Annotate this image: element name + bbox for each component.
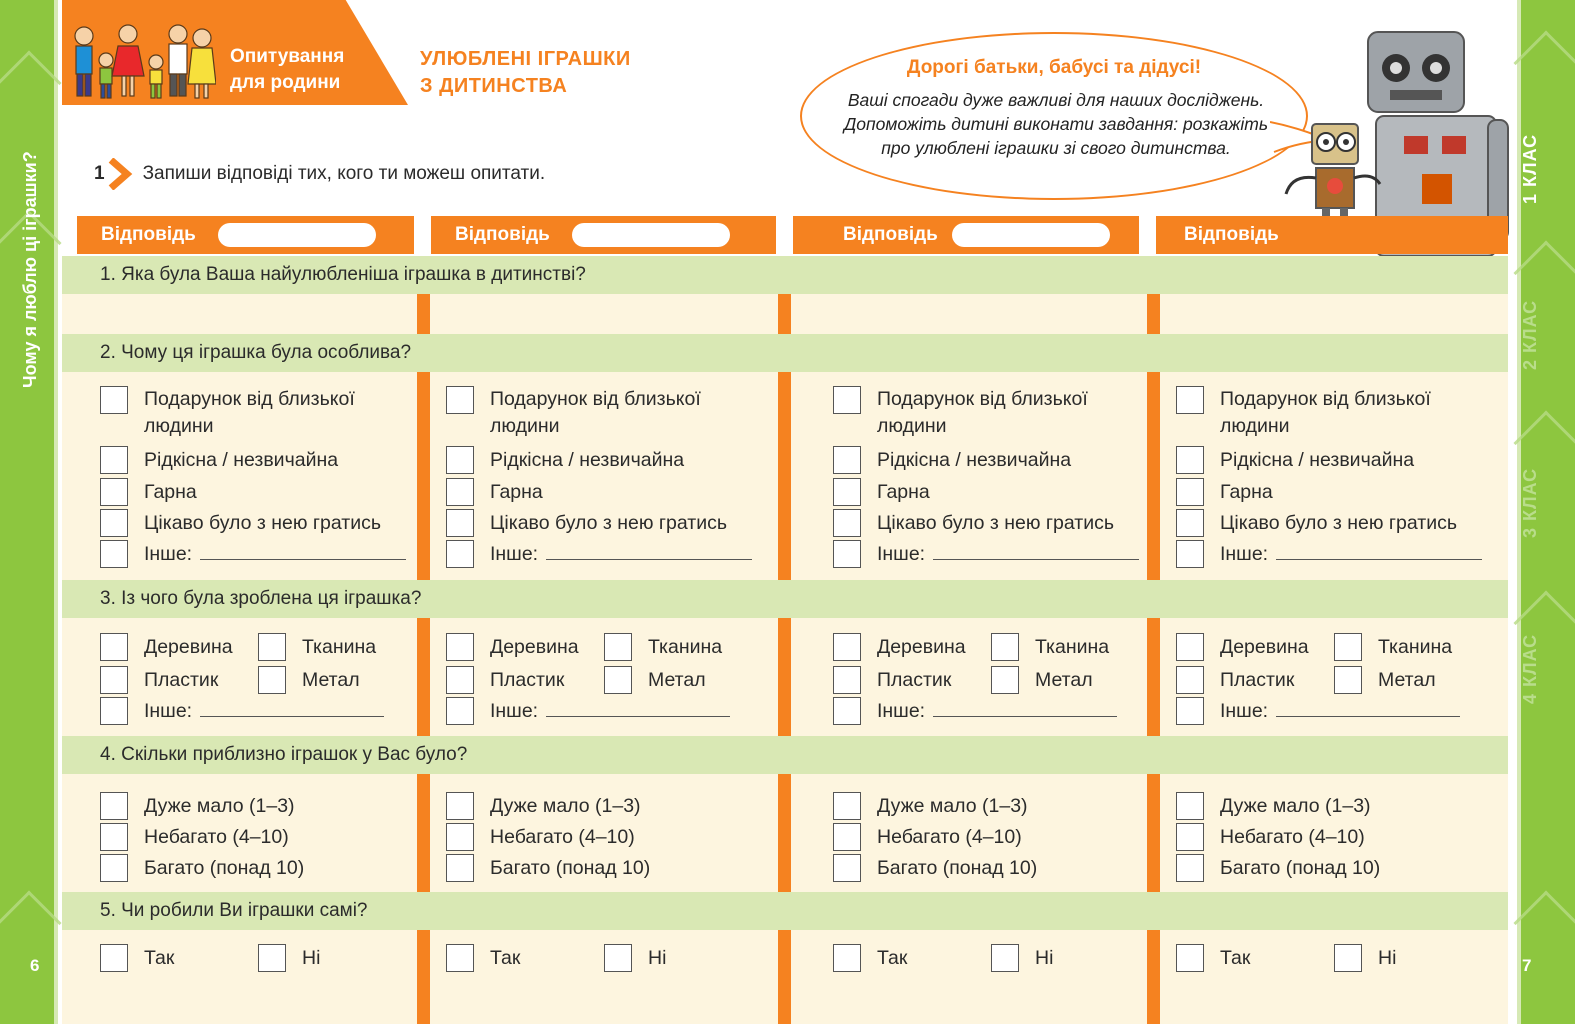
option-label: Деревина [490, 636, 579, 658]
other-text-line[interactable] [200, 540, 406, 560]
option-few[interactable] [446, 823, 635, 851]
other-text-line[interactable] [546, 697, 730, 717]
column-divider [1147, 294, 1160, 334]
option-yes[interactable] [446, 944, 520, 972]
option-metal[interactable] [604, 666, 706, 694]
option-fun-to-play[interactable] [100, 509, 381, 537]
checkbox[interactable] [604, 944, 632, 972]
topic-title [420, 46, 631, 100]
answer-header-label: Відповідь [1184, 224, 1279, 245]
checkbox[interactable] [100, 446, 128, 474]
task-text: Запиши відповіді тих, кого ти можеш опитати. [142, 163, 546, 184]
option-very-few[interactable] [446, 792, 641, 820]
column-divider [778, 618, 791, 736]
checkbox[interactable] [991, 944, 1019, 972]
option-fabric[interactable] [1334, 633, 1452, 661]
option-label: Рідкісна / незвичайна [490, 449, 685, 471]
checkbox[interactable] [446, 697, 474, 725]
topic-title-line2: З ДИТИНСТВА [420, 75, 568, 97]
checkbox[interactable] [100, 478, 128, 506]
option-label: Так [490, 947, 521, 969]
checkbox[interactable] [446, 446, 474, 474]
option-label: Дуже мало (1–3) [490, 795, 641, 817]
option-many[interactable] [100, 854, 304, 882]
option-gift[interactable] [446, 386, 740, 440]
option-very-few[interactable] [1176, 792, 1371, 820]
checkbox[interactable] [1176, 478, 1204, 506]
option-other[interactable] [833, 540, 1139, 568]
checkbox[interactable] [604, 633, 632, 661]
option-label: Дуже мало (1–3) [877, 795, 1028, 817]
option-label: Небагато (4–10) [144, 826, 289, 848]
checkbox[interactable] [446, 792, 474, 820]
checkbox[interactable] [100, 944, 128, 972]
other-text-line[interactable] [546, 540, 752, 560]
option-label: Інше: [877, 700, 926, 722]
column-divider [778, 774, 791, 892]
checkbox[interactable] [100, 540, 128, 568]
answer-header-3 [793, 216, 1139, 254]
option-label: Гарна [877, 481, 930, 503]
checkbox[interactable] [100, 633, 128, 661]
option-yes[interactable] [1176, 944, 1250, 972]
other-text-line[interactable] [200, 697, 384, 717]
option-fabric[interactable] [991, 633, 1109, 661]
option-plastic[interactable] [1176, 666, 1294, 694]
column-divider [778, 930, 791, 1024]
checkbox[interactable] [1334, 633, 1362, 661]
option-gift[interactable] [833, 386, 1127, 440]
checkbox[interactable] [833, 944, 861, 972]
option-label: Гарна [144, 481, 197, 503]
task-instruction [94, 158, 545, 190]
option-label: Цікаво було з нею гратись [490, 512, 728, 534]
checkbox[interactable] [446, 478, 474, 506]
column-divider [417, 618, 430, 736]
option-label: Дуже мало (1–3) [1220, 795, 1371, 817]
option-label: Небагато (4–10) [877, 826, 1022, 848]
checkbox[interactable] [833, 666, 861, 694]
column-divider [1147, 618, 1160, 736]
bubble-text: Ваші спогади дуже важливі для наших досліджень. Допоможіть дитині виконати завдання: розкажіть про улюблені іграшки зі свого дитинства. [843, 90, 1269, 158]
option-plastic[interactable] [100, 666, 218, 694]
checkbox[interactable] [446, 633, 474, 661]
chevron-decoration [1513, 890, 1575, 955]
option-gift[interactable] [1176, 386, 1470, 440]
option-label: Деревина [877, 636, 966, 658]
checkbox[interactable] [1176, 792, 1204, 820]
option-label: Інше: [877, 543, 926, 565]
survey-label-line1: Опитування [230, 46, 345, 67]
option-label: Деревина [144, 636, 233, 658]
option-label: Пластик [877, 669, 952, 691]
answer-name-field[interactable] [572, 223, 730, 247]
option-rare[interactable] [1176, 446, 1414, 474]
checkbox[interactable] [100, 854, 128, 882]
option-label: Подарунок від близької людини [144, 388, 355, 437]
option-label: Ні [1378, 947, 1397, 969]
checkbox[interactable] [991, 666, 1019, 694]
option-label: Ні [648, 947, 667, 969]
option-label: Інше: [144, 543, 193, 565]
option-label: Багато (понад 10) [877, 857, 1038, 879]
column-divider [417, 372, 430, 580]
checkbox[interactable] [100, 823, 128, 851]
checkbox[interactable] [1334, 666, 1362, 694]
option-pretty[interactable] [833, 478, 930, 506]
option-label: Рідкісна / незвичайна [144, 449, 339, 471]
checkbox[interactable] [100, 386, 128, 414]
option-label: Рідкісна / незвичайна [1220, 449, 1415, 471]
checkbox[interactable] [1176, 823, 1204, 851]
chevron-decoration [1513, 410, 1575, 475]
checkbox[interactable] [833, 697, 861, 725]
option-label: Цікаво було з нею гратись [1220, 512, 1458, 534]
checkbox[interactable] [833, 446, 861, 474]
option-label: Так [1220, 947, 1251, 969]
question-2: 2. Чому ця іграшка була особлива? [62, 334, 1508, 372]
other-text-line[interactable] [933, 540, 1139, 560]
option-label: Пластик [490, 669, 565, 691]
survey-label [230, 44, 344, 96]
chevron-right-icon [107, 158, 133, 190]
option-many[interactable] [1176, 854, 1380, 882]
option-label: Тканина [648, 636, 723, 658]
option-label: Тканина [1378, 636, 1453, 658]
option-other-material[interactable] [833, 697, 1117, 725]
bubble-title: Дорогі батьки, бабусі та дідусі! [906, 57, 1202, 78]
option-label: Пластик [144, 669, 219, 691]
option-other[interactable] [100, 540, 406, 568]
option-many[interactable] [833, 854, 1037, 882]
checkbox[interactable] [446, 509, 474, 537]
checkbox[interactable] [1176, 540, 1204, 568]
option-label: Інше: [1220, 543, 1269, 565]
answer-name-field[interactable] [952, 223, 1110, 247]
option-few[interactable] [833, 823, 1022, 851]
chevron-decoration [0, 890, 62, 955]
option-other-material[interactable] [446, 697, 730, 725]
option-metal[interactable] [991, 666, 1093, 694]
option-no[interactable] [991, 944, 1053, 972]
checkbox[interactable] [833, 854, 861, 882]
other-text-line[interactable] [933, 697, 1117, 717]
option-wood[interactable] [446, 633, 579, 661]
option-fun-to-play[interactable] [833, 509, 1114, 537]
column-divider [1147, 372, 1160, 580]
checkbox[interactable] [446, 540, 474, 568]
option-other[interactable] [446, 540, 752, 568]
option-label: Подарунок від близької людини [877, 388, 1088, 437]
option-label: Деревина [1220, 636, 1309, 658]
option-fun-to-play[interactable] [1176, 509, 1457, 537]
option-few[interactable] [100, 823, 289, 851]
task-number: 1 [94, 163, 105, 184]
checkbox[interactable] [1176, 509, 1204, 537]
option-label: Ні [302, 947, 321, 969]
option-label: Цікаво було з нею гратись [144, 512, 382, 534]
checkbox[interactable] [446, 944, 474, 972]
column-divider [778, 294, 791, 334]
answer-header-4 [1156, 216, 1508, 254]
checkbox[interactable] [258, 633, 286, 661]
page-number-left: 6 [30, 956, 40, 975]
option-plastic[interactable] [446, 666, 564, 694]
checkbox[interactable] [1176, 446, 1204, 474]
option-label: Інше: [144, 700, 193, 722]
option-label: Цікаво було з нею гратись [877, 512, 1115, 534]
option-no[interactable] [258, 944, 320, 972]
option-many[interactable] [446, 854, 650, 882]
checkbox[interactable] [1176, 386, 1204, 414]
option-label: Небагато (4–10) [1220, 826, 1365, 848]
option-label: Гарна [490, 481, 543, 503]
option-label: Так [144, 947, 175, 969]
answer-header-1 [77, 216, 414, 254]
option-no[interactable] [1334, 944, 1396, 972]
option-metal[interactable] [258, 666, 360, 694]
checkbox[interactable] [446, 386, 474, 414]
option-label: Подарунок від близької людини [1220, 388, 1431, 437]
other-text-line[interactable] [1276, 697, 1460, 717]
checkbox[interactable] [833, 478, 861, 506]
option-very-few[interactable] [833, 792, 1028, 820]
option-label: Тканина [1035, 636, 1110, 658]
checkbox[interactable] [446, 823, 474, 851]
option-yes[interactable] [833, 944, 907, 972]
option-label: Небагато (4–10) [490, 826, 635, 848]
sidebar-title: Чому я люблю ці іграшки? [20, 151, 40, 388]
survey-label-line2: для родини [230, 72, 341, 93]
page-number-right: 7 [1522, 956, 1532, 975]
option-metal[interactable] [1334, 666, 1436, 694]
checkbox[interactable] [100, 666, 128, 694]
option-label: Подарунок від близької людини [490, 388, 701, 437]
checkbox[interactable] [1176, 944, 1204, 972]
checkbox[interactable] [1176, 854, 1204, 882]
checkbox[interactable] [604, 666, 632, 694]
option-fabric[interactable] [258, 633, 376, 661]
option-wood[interactable] [1176, 633, 1309, 661]
option-label: Гарна [1220, 481, 1273, 503]
option-label: Метал [648, 669, 706, 691]
column-divider [1147, 930, 1160, 1024]
grade-tab-2[interactable]: 2 КЛАС [1520, 299, 1540, 370]
checkbox[interactable] [1334, 944, 1362, 972]
option-label: Інше: [490, 700, 539, 722]
question-3: 3. Із чого була зроблена ця іграшка? [62, 580, 1508, 618]
option-label: Багато (понад 10) [144, 857, 305, 879]
checkbox[interactable] [833, 540, 861, 568]
option-rare[interactable] [446, 446, 684, 474]
column-divider [417, 294, 430, 334]
option-label: Так [877, 947, 908, 969]
option-wood[interactable] [833, 633, 966, 661]
option-label: Тканина [302, 636, 377, 658]
option-pretty[interactable] [100, 478, 197, 506]
checkbox[interactable] [833, 509, 861, 537]
question-4: 4. Скільки приблизно іграшок у Вас було? [62, 736, 1508, 774]
option-other-material[interactable] [100, 697, 384, 725]
checkbox[interactable] [446, 854, 474, 882]
checkbox[interactable] [991, 633, 1019, 661]
option-label: Рідкісна / незвичайна [877, 449, 1072, 471]
option-label: Метал [302, 669, 360, 691]
option-wood[interactable] [100, 633, 233, 661]
option-label: Дуже мало (1–3) [144, 795, 295, 817]
grade-tab-3[interactable]: 3 КЛАС [1520, 467, 1540, 538]
checkbox[interactable] [446, 666, 474, 694]
checkbox[interactable] [258, 666, 286, 694]
option-label: Інше: [490, 543, 539, 565]
column-divider [1147, 774, 1160, 892]
option-rare[interactable] [100, 446, 338, 474]
column-divider [778, 372, 791, 580]
answer-header-label: Відповідь [843, 224, 938, 245]
checkbox[interactable] [1176, 666, 1204, 694]
option-label: Ні [1035, 947, 1054, 969]
checkbox[interactable] [833, 823, 861, 851]
column-divider [417, 930, 430, 1024]
question-5: 5. Чи робили Ви іграшки самі? [62, 892, 1508, 930]
option-pretty[interactable] [1176, 478, 1273, 506]
option-rare[interactable] [833, 446, 1071, 474]
checkbox[interactable] [1176, 633, 1204, 661]
option-other[interactable] [1176, 540, 1482, 568]
chevron-decoration [1513, 30, 1575, 95]
checkbox[interactable] [833, 792, 861, 820]
option-fabric[interactable] [604, 633, 722, 661]
topic-title-line1: УЛЮБЛЕНІ ІГРАШКИ [420, 48, 631, 70]
option-no[interactable] [604, 944, 666, 972]
option-plastic[interactable] [833, 666, 951, 694]
option-label: Пластик [1220, 669, 1295, 691]
option-label: Метал [1035, 669, 1093, 691]
answer-header-label: Відповідь [455, 224, 550, 245]
checkbox[interactable] [833, 633, 861, 661]
answer-header-2 [431, 216, 776, 254]
answer-header-label: Відповідь [101, 224, 196, 245]
checkbox[interactable] [258, 944, 286, 972]
column-divider [417, 774, 430, 892]
option-very-few[interactable] [100, 792, 295, 820]
survey-table [62, 216, 1508, 1024]
option-label: Інше: [1220, 700, 1269, 722]
option-fun-to-play[interactable] [446, 509, 727, 537]
grade-tab-4[interactable]: 4 КЛАС [1520, 633, 1540, 704]
chevron-decoration [0, 50, 62, 115]
option-pretty[interactable] [446, 478, 543, 506]
family-illustration [66, 14, 216, 102]
option-label: Багато (понад 10) [1220, 857, 1381, 879]
checkbox[interactable] [100, 509, 128, 537]
option-other-material[interactable] [1176, 697, 1460, 725]
checkbox[interactable] [833, 386, 861, 414]
other-text-line[interactable] [1276, 540, 1482, 560]
option-few[interactable] [1176, 823, 1365, 851]
option-yes[interactable] [100, 944, 174, 972]
option-gift[interactable] [100, 386, 394, 440]
checkbox[interactable] [1176, 697, 1204, 725]
option-label: Метал [1378, 669, 1436, 691]
grade-tab-1[interactable]: 1 КЛАС [1520, 133, 1540, 204]
answer-name-field[interactable] [218, 223, 376, 247]
question-1: 1. Яка була Ваша найулюбленіша іграшка в дитинстві? [62, 256, 1508, 294]
option-label: Багато (понад 10) [490, 857, 651, 879]
chevron-decoration [1513, 240, 1575, 305]
checkbox[interactable] [100, 697, 128, 725]
checkbox[interactable] [100, 792, 128, 820]
